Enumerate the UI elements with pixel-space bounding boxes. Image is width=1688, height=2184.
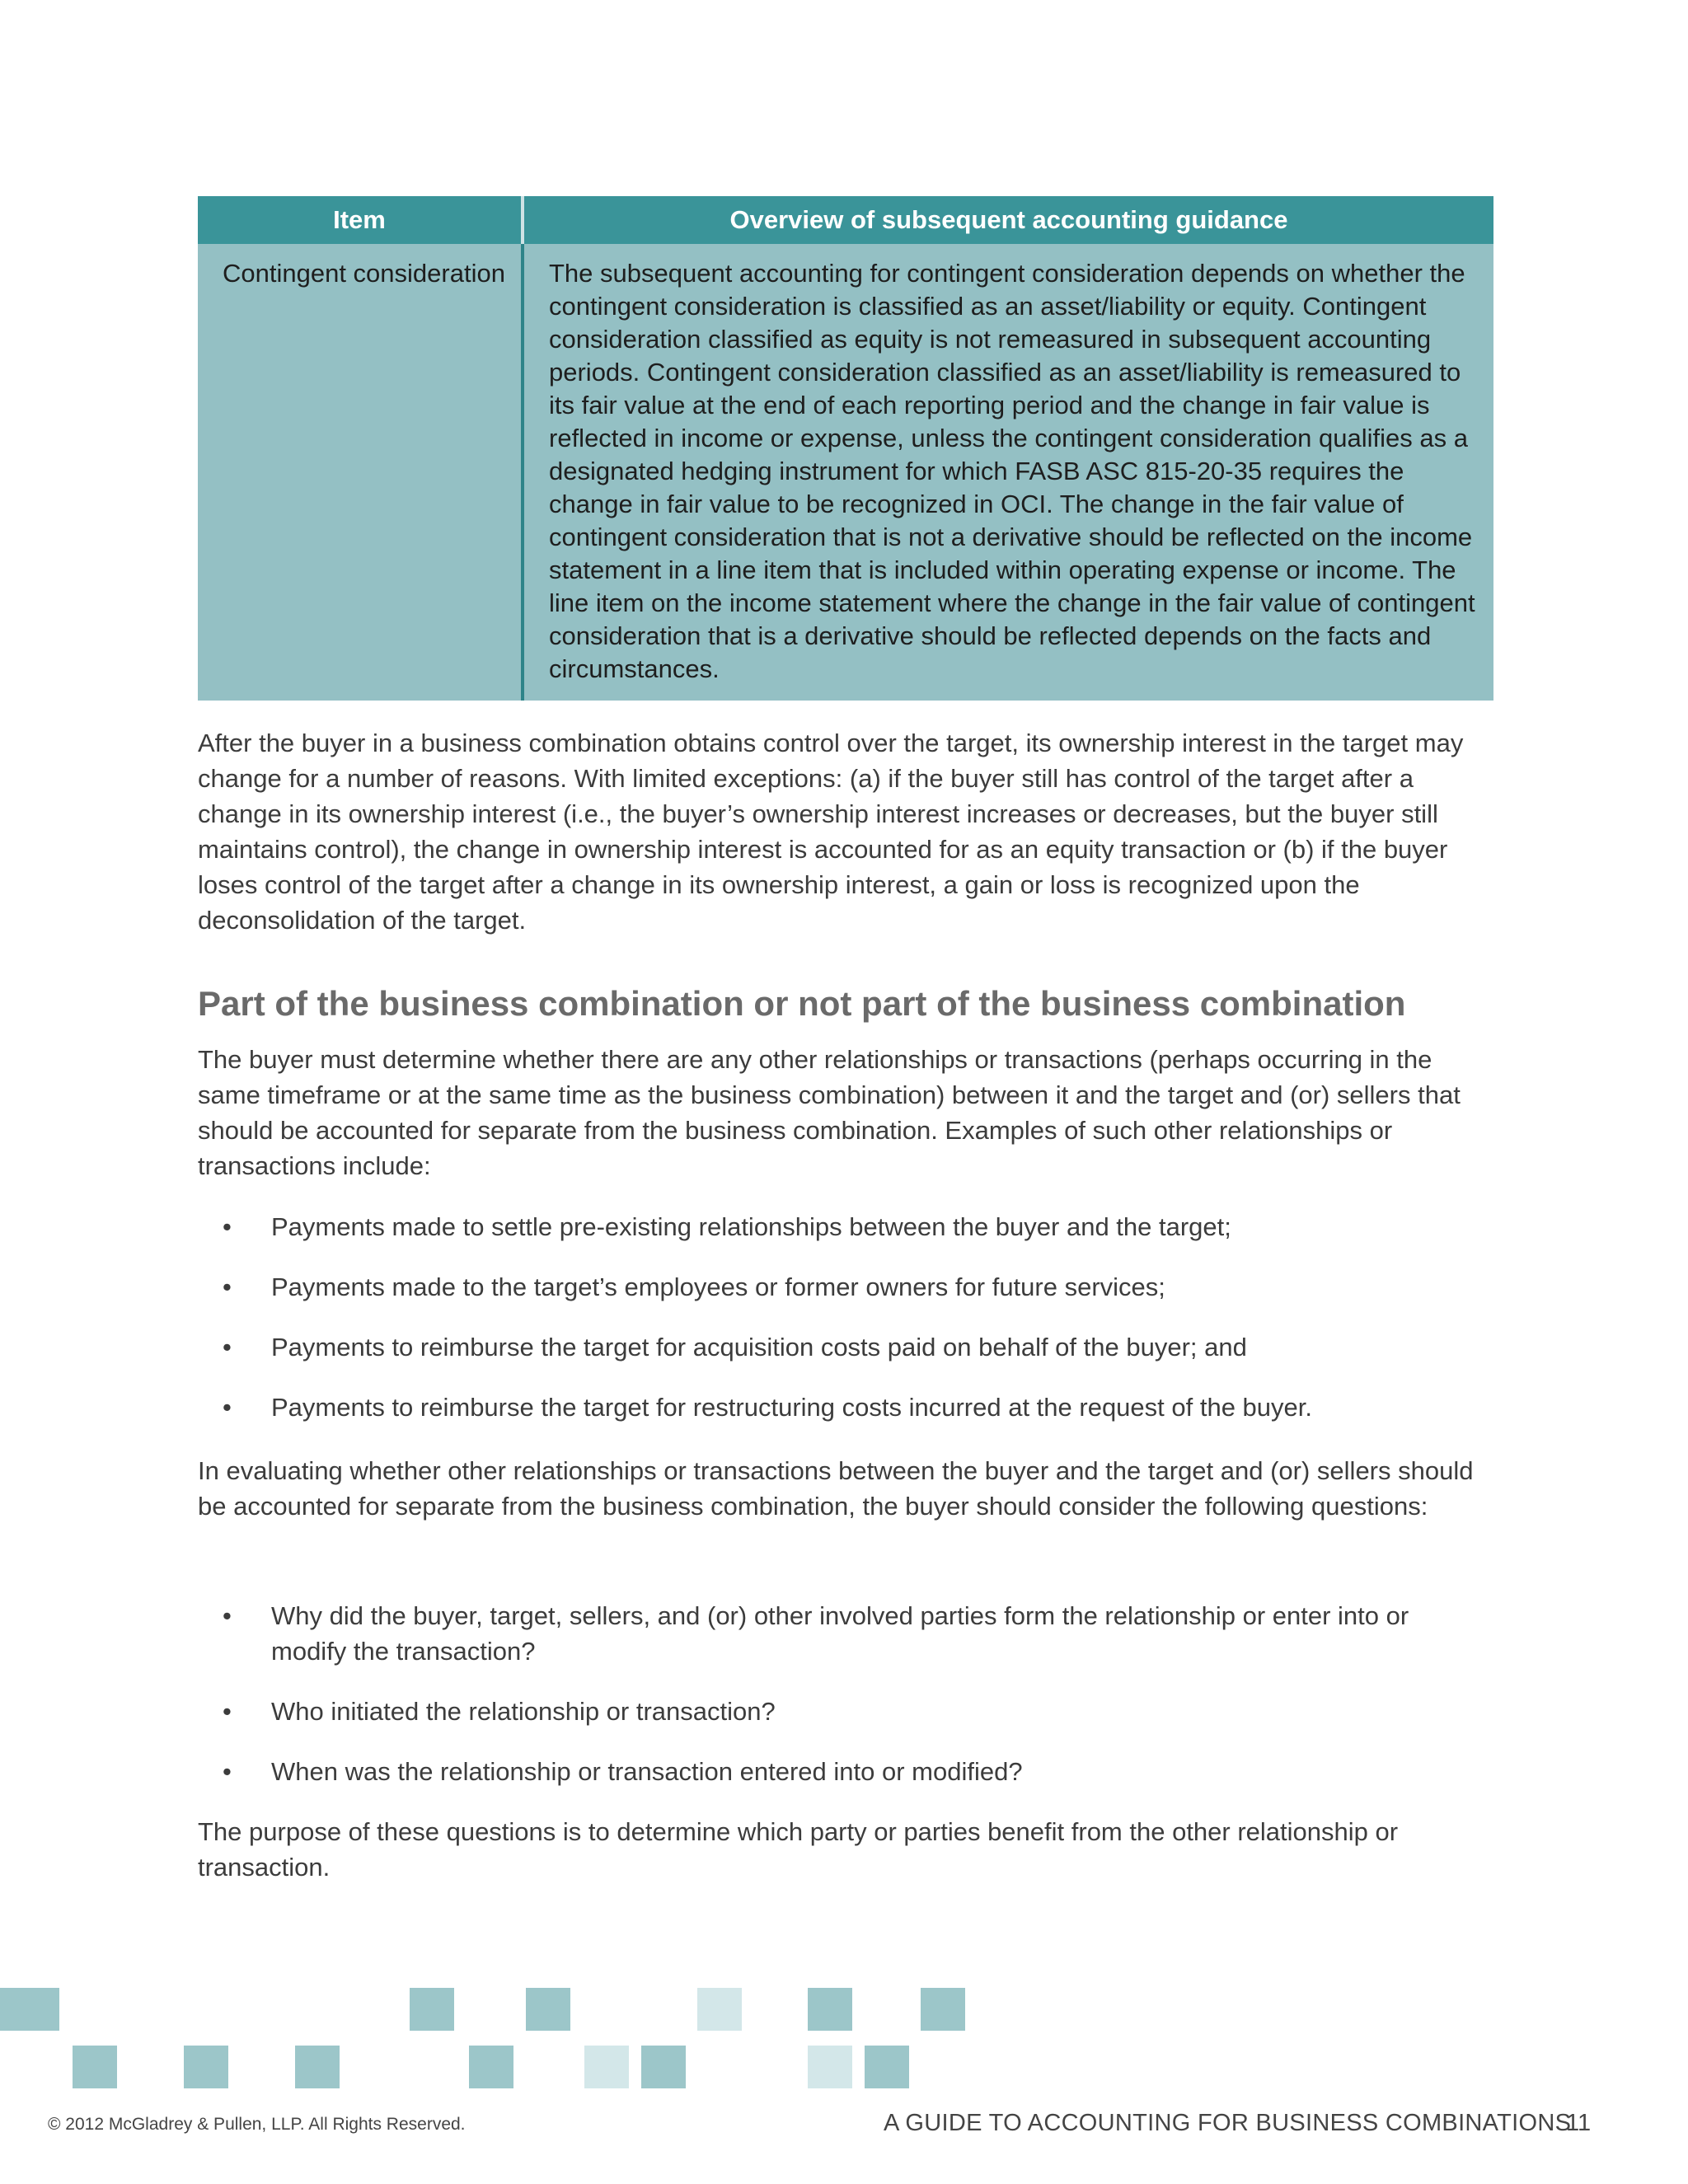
table-row xyxy=(198,244,1493,701)
decor-square xyxy=(15,1988,59,2031)
section-heading: Part of the business combination or not part of the business combination xyxy=(198,984,1406,1023)
paragraph-evaluating: In evaluating whether other relationships or transactions between the buyer and the target and (or) sellers should be accounted for separate from the business combination, the buyer should consider the following questions: xyxy=(198,1456,1474,1521)
list-item xyxy=(198,1390,1484,1425)
decor-square xyxy=(808,1988,852,2031)
paragraph-ownership-change: After the buyer in a business combination obtains control over the target, its ownership interest in the target may change for a number of reasons. With limited exceptions: (a) if the buyer still has control of the target after a change in its ownership interest (i.e., the buyer’s ownership interest increases or decreases, but the buyer still maintains control), the change in ownership interest is accounted for as an equity transaction or (b) if the buyer loses control of the target after a change in its ownership interest, a gain or loss is recognized upon the deconsolidation of the target. xyxy=(198,729,1464,935)
decor-square xyxy=(410,1988,454,2031)
decor-square xyxy=(641,2046,686,2088)
decor-square xyxy=(865,2046,909,2088)
bullet-glyph: • xyxy=(223,1333,232,1361)
list-item-text: Who initiated the relationship or transaction? xyxy=(271,1697,776,1726)
decor-square xyxy=(921,1988,965,2031)
bullet-glyph: • xyxy=(223,1697,232,1726)
decor-square xyxy=(584,2046,629,2088)
list-item xyxy=(198,1754,1484,1789)
decor-square xyxy=(526,1988,570,2031)
decor-square xyxy=(697,1988,742,2031)
guidance-table xyxy=(198,196,1493,701)
page-number: 11 xyxy=(1566,2110,1592,2136)
header-item: Item xyxy=(198,196,523,244)
bullet-glyph: • xyxy=(223,1393,232,1422)
decor-square xyxy=(0,1988,15,2031)
list-item-text: Payments made to the target’s employees or former owners for future services; xyxy=(271,1272,1165,1301)
decor-square xyxy=(469,2046,513,2088)
bullet-glyph: • xyxy=(223,1272,232,1301)
list-item xyxy=(198,1694,1484,1729)
bullet-glyph: • xyxy=(223,1601,232,1630)
bullet-glyph: • xyxy=(223,1212,232,1241)
list-item-text: When was the relationship or transaction entered into or modified? xyxy=(271,1757,1023,1786)
list-item-text: Payments made to settle pre-existing relationships between the buyer and the target; xyxy=(271,1212,1231,1241)
cell-overview: The subsequent accounting for contingent consideration depends on whether the contingent consideration is classified as an asset/liability or equity. Contingent consideration classified as equity is not remeasured in subsequent accounting periods. Contingent consideration classified as an asset/liability is remeasured to its fair value at the end of each reporting period and the change in fair value is reflected in income or expense, unless the contingent consideration qualifies as a designated hedging instrument for which FASB ASC 815-20-35 requires the change in fair value to be recognized in OCI. The change in the fair value of contingent consideration that is not a derivative should be reflected on the income statement in a line item that is included within operating expense or income. The line item on the income statement where the change in the fair value of contingent consideration that is a derivative should be reflected depends on the facts and circumstances. xyxy=(523,244,1493,701)
list-item xyxy=(198,1269,1484,1305)
list-item xyxy=(198,1329,1484,1365)
decor-square xyxy=(184,2046,228,2088)
header-overview: Overview of subsequent accounting guidance xyxy=(523,196,1493,244)
list-item-text: Payments to reimburse the target for restructuring costs incurred at the request of the buyer. xyxy=(271,1393,1313,1422)
list-item-text: Why did the buyer, target, sellers, and (or) other involved parties form the relationship or enter into or modify the transaction? xyxy=(271,1601,1409,1666)
examples-list xyxy=(198,1209,1484,1425)
footer-copyright: © 2012 McGladrey & Pullen, LLP. All Rights Reserved. xyxy=(48,2115,466,2134)
paragraph-purpose: The purpose of these questions is to determine which party or parties benefit from the other relationship or transaction. xyxy=(198,1817,1399,1882)
decor-square xyxy=(808,2046,852,2088)
bullet-glyph: • xyxy=(223,1757,232,1786)
table-header-row xyxy=(198,196,1493,244)
list-item xyxy=(198,1598,1484,1669)
cell-item: Contingent consideration xyxy=(198,244,523,701)
list-item xyxy=(198,1209,1484,1244)
questions-list xyxy=(198,1598,1484,1789)
footer-title: A GUIDE TO ACCOUNTING FOR BUSINESS COMBINATIONS xyxy=(884,2110,1572,2136)
decor-square xyxy=(73,2046,117,2088)
paragraph-other-relationships: The buyer must determine whether there are any other relationships or transactions (perhaps occurring in the same timeframe or at the same time as the business combination) between it and the target and (or) sellers that should be accounted for separate from the business combination. Examples of such other relationships or transactions include: xyxy=(198,1045,1461,1180)
list-item-text: Payments to reimburse the target for acquisition costs paid on behalf of the buyer; and xyxy=(271,1333,1247,1361)
decor-square xyxy=(295,2046,340,2088)
